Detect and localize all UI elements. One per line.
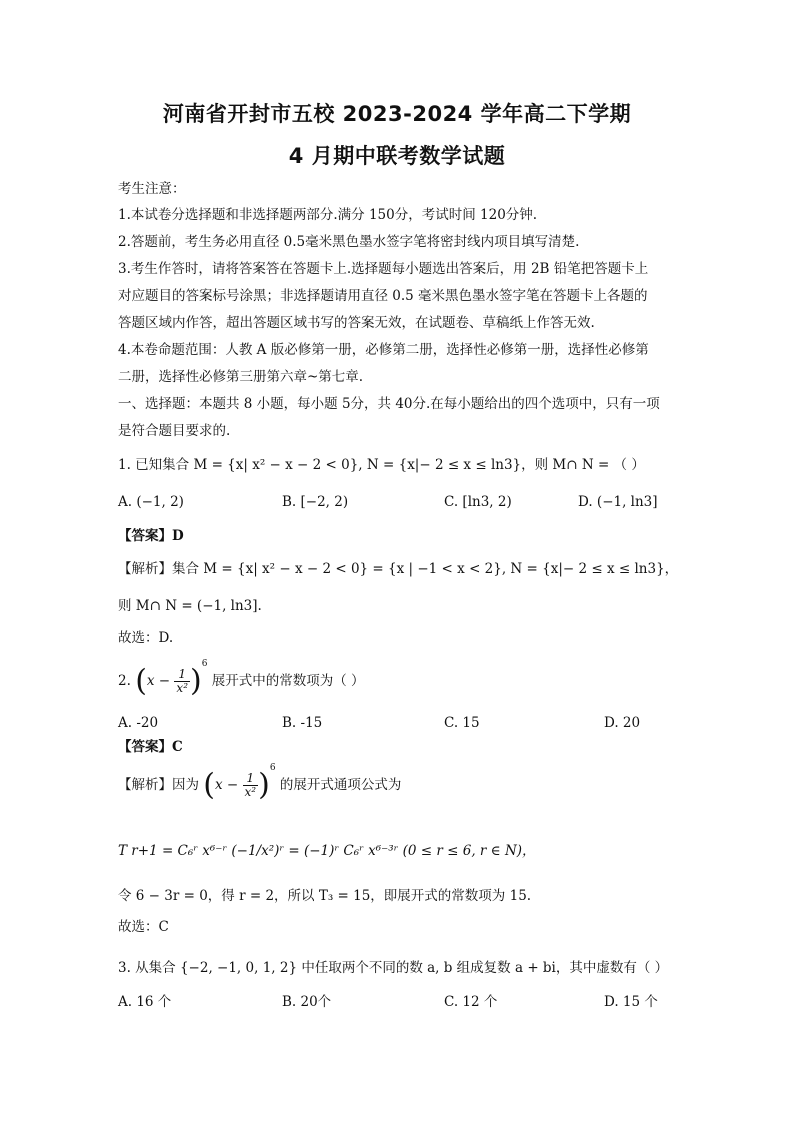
- q2-stem: [118, 658, 678, 699]
- q1-option-b: B. [−2, 2): [282, 494, 349, 510]
- q1-answer: 【答案】D: [118, 528, 184, 544]
- section-heading: 一、选择题：本题共 8 小题，每小题 5分，共 40分.在每小题给出的四个选项中，只有一项: [118, 396, 660, 412]
- title-line-2: 4 月期中联考数学试题: [288, 144, 506, 168]
- q1-analysis-1: 【解析】集合 M = {x| x² − x − 2 < 0} = {x | −1 < x < 2}, N = {x|− 2 ≤ x ≤ ln3}，: [118, 561, 679, 577]
- q1-option-a: A. (−1, 2): [118, 494, 184, 510]
- q3-option-b: B. 20个: [282, 994, 332, 1010]
- q2-analysis-var-x: x −: [215, 777, 243, 793]
- notice-item-3-cont-2: 答题区域内作答，超出答题区域书写的答案无效，在试题卷、草稿纸上作答无效.: [118, 315, 595, 331]
- q1-option-d: D. (−1, ln3]: [578, 494, 658, 510]
- q2-analysis-1: [118, 762, 678, 804]
- notice-item-3: 3.考生作答时，请将答案答在答题卡上.选择题每小题选出答案后，用 2B 铅笔把答题卡上: [118, 261, 649, 277]
- section-heading-cont: 是符合题目要求的.: [118, 423, 231, 439]
- q2-frac-num: 1: [174, 668, 190, 682]
- q2-fraction: [174, 668, 190, 695]
- notice-item-4-cont: 二册，选择性必修第三册第六章~第七章.: [118, 369, 364, 385]
- q2-solve: 令 6 − 3r = 0，得 r = 2，所以 T₃ = 15，即展开式的常数项为 15.: [118, 888, 532, 904]
- q3-option-a: A. 16 个: [118, 994, 172, 1010]
- q2-analysis-fraction: [243, 772, 259, 799]
- q2-answer: 【答案】C: [118, 739, 183, 755]
- q2-frac-den: x²: [176, 681, 188, 695]
- q3-option-d: D. 15 个: [604, 994, 658, 1010]
- q2-number: 2.: [118, 673, 131, 689]
- q2-option-a: A. -20: [118, 715, 159, 731]
- q2-stem-suffix: 展开式中的常数项为（ ）: [211, 673, 365, 689]
- notice-item-3-cont-1: 对应题目的答案标号涂黑；非选择题请用直径 0.5 毫米黑色墨水签字笔在答题卡上各题的: [118, 288, 648, 304]
- q3-stem: 3. 从集合 {−2, −1, 0, 1, 2} 中任取两个不同的数 a, b 组成复数 a + bi，其中虚数有（ ）: [118, 960, 669, 976]
- q2-analysis-exponent: 6: [269, 762, 276, 773]
- q2-choose: 故选：C: [118, 919, 169, 935]
- notice-item-1: 1.本试卷分选择题和非选择题两部分.满分 150分，考试时间 120分钟.: [118, 207, 538, 223]
- notice-heading: 考生注意：: [118, 181, 186, 197]
- q2-var-x: x −: [146, 673, 175, 689]
- title-line-1: 河南省开封市五校 2023-2024 学年高二下学期: [162, 102, 632, 126]
- q2-left-paren: (: [135, 663, 147, 699]
- q2-option-d: D. 20: [604, 715, 641, 731]
- q1-analysis-2: 则 M∩ N = (−1, ln3].: [118, 598, 262, 614]
- q2-general-term-formula: T r+1 = C₆ʳ x⁶⁻ʳ (−1/x²)ʳ = (−1)ʳ C₆ʳ x⁶⁻³ʳ (0 ≤ r ≤ 6, r ∈ N)，: [118, 843, 536, 859]
- q2-analysis-left-paren: (: [203, 767, 216, 803]
- notice-item-2: 2.答题前，考生务必用直径 0.5毫米黑色墨水签字笔将密封线内项目填写清楚.: [118, 234, 580, 250]
- q2-analysis-frac-num: 1: [243, 772, 259, 786]
- q3-option-c: C. 12 个: [444, 994, 498, 1010]
- notice-item-4: 4.本卷命题范围：人教 A 版必修第一册，必修第二册，选择性必修第一册，选择性必修第: [118, 342, 649, 358]
- q2-right-paren: ): [190, 663, 202, 699]
- q1-choose: 故选：D.: [118, 630, 174, 646]
- q2-option-b: B. -15: [282, 715, 323, 731]
- q2-analysis-frac-den: x²: [244, 785, 257, 799]
- q2-analysis-suffix: 的展开式通项公式为: [279, 777, 402, 793]
- q2-analysis-right-paren: ): [258, 767, 270, 803]
- q2-exponent: 6: [201, 658, 208, 669]
- q1-stem: 1. 已知集合 M = {x| x² − x − 2 < 0}, N = {x|− 2 ≤ x ≤ ln3}，则 M∩ N = （ ）: [118, 457, 645, 473]
- q1-option-c: C. [ln3, 2): [444, 494, 512, 510]
- q2-analysis-prefix: 【解析】因为: [118, 777, 199, 793]
- q2-option-c: C. 15: [444, 715, 480, 731]
